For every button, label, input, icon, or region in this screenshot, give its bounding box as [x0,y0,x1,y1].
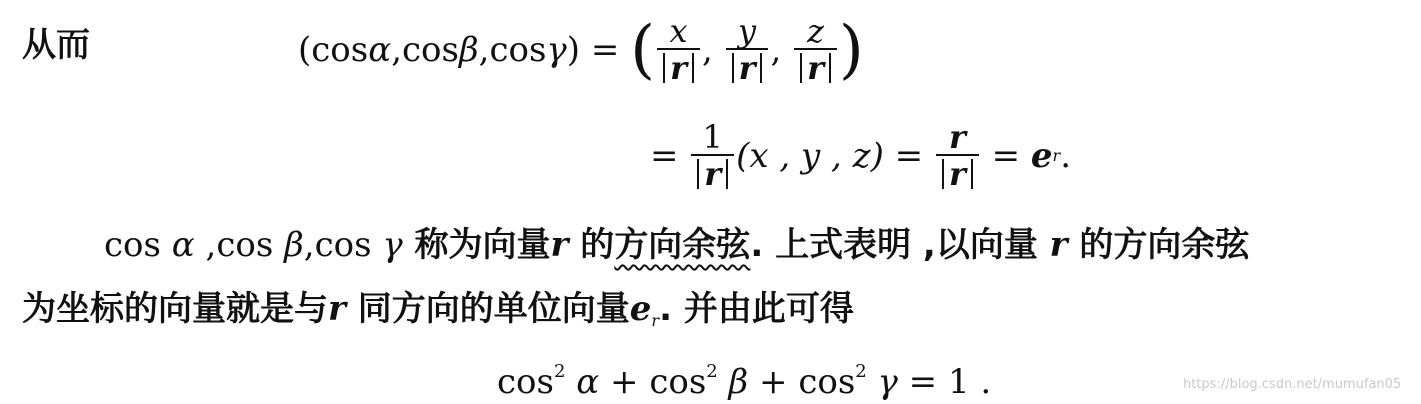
cos-word: cos [104,225,172,265]
text-segment: 为坐标的向量就是与 [22,289,328,329]
equals-sign: = [897,362,948,402]
plus-sign: + [599,362,650,402]
equals-sign: = [883,136,934,176]
exponent: 2 [855,361,867,382]
exponent: 2 [706,361,718,382]
paragraph-line-1 [104,225,1249,265]
separator: , [701,30,724,70]
fraction-one-over-abs-r [691,120,734,192]
fraction-r-over-abs-r [936,120,979,192]
lhs-comma-cos-1: ,cos [391,30,459,70]
cos-word: cos [798,362,856,402]
text-segment: . 并由此可得 [659,289,854,329]
result-one: 1 . [947,362,992,402]
paragraph-line-2 [22,289,854,341]
alpha-symbol: α [368,30,392,70]
alpha-symbol: α [171,225,195,265]
fraction-y-over-abs-r [726,14,769,86]
fraction-numerator: z [807,12,824,50]
comma-cos-1: ,cos [194,225,285,265]
tuple-xyz: (x , y , z) [736,136,884,176]
gamma-symbol: γ [546,30,567,70]
fraction-x-over-abs-r [657,14,700,86]
fraction-z-over-abs-r [794,14,837,86]
unit-vector-e: e [1030,136,1053,176]
equation-sum-of-squares [497,352,991,402]
fraction-numerator: x [669,12,688,50]
text-segment: 称为向量 [402,225,551,265]
unit-vector-e: e [629,289,652,329]
equation-direction-cosines [298,10,864,90]
cos-word: cos [649,362,707,402]
big-paren-close: ) [838,13,864,87]
fraction-numerator: 1 [702,118,723,156]
fraction-denominator: r [663,53,694,83]
lhs-comma-cos-2: ,cos [478,30,547,70]
text-segment: . 上式表明 ,以向量 [750,225,1050,265]
fraction-numerator: r [948,118,966,156]
lhs-close: ) [566,30,581,70]
fraction-denominator: r [942,159,973,189]
text-segment: 的方向余弦 [1067,225,1250,265]
big-paren-open: ( [630,13,656,87]
term-direction-cosines: 方向余弦 [614,225,751,265]
fraction-denominator: r [800,53,831,83]
vector-r: r [1049,225,1068,265]
beta-symbol: β [717,362,749,402]
separator: , [770,30,793,70]
equals-sign: = [980,136,1031,176]
lhs-open: (cos [298,30,369,70]
gamma-symbol: γ [382,225,403,265]
fraction-denominator: r [697,159,728,189]
text-segment: 的 [568,225,615,265]
equals-sign: = [650,136,690,176]
exponent: 2 [553,361,566,382]
text-segment: 同方向的单位向量 [345,289,630,329]
beta-symbol: β [284,225,304,265]
fraction-numerator: y [737,12,757,50]
label-congeer: 从而 [22,25,90,65]
vector-r: r [550,225,569,265]
beta-symbol: β [458,30,479,70]
vector-r: r [328,289,346,329]
comma-cos-2: ,cos [303,225,383,265]
equation-unit-vector [650,116,1071,196]
unit-vector-subscript: r [651,311,660,330]
cos-word: cos [497,362,554,402]
period: . [1060,136,1072,176]
gamma-symbol: γ [866,362,898,402]
unit-vector-subscript: r [1052,146,1061,165]
fraction-denominator: r [732,53,763,83]
plus-sign: + [748,362,799,402]
watermark: https://blog.csdn.net/mumufan05 [1183,377,1402,392]
equals-sign: = [580,30,631,70]
alpha-symbol: α [565,362,600,402]
